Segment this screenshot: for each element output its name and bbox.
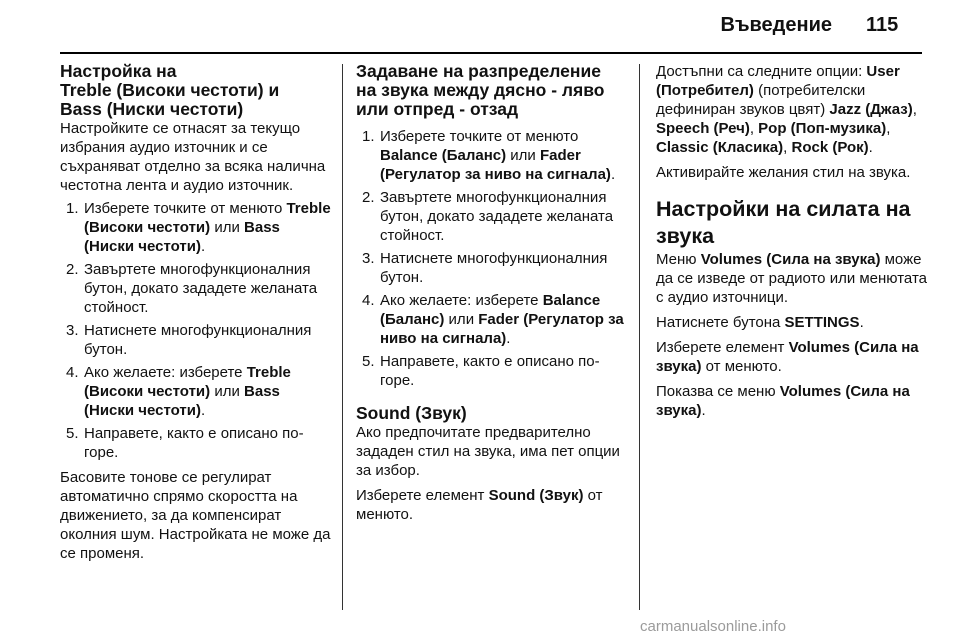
intro-text: Настройките се отнасят за текущо избрания аудио източник и се съхраняват отделно за всяка налична честотна лента и аудио източник.	[60, 120, 326, 194]
sound-description: Ако предпочитате предварително зададен стил на звука, има пет опции за избор.	[356, 424, 620, 479]
list-item: 4. Ако желаете: изберете Treble (Високи честоти) или Bass (Ниски честоти).	[66, 364, 291, 419]
section-heading-treble-bass: Настройка на Treble (Високи честоти) и Bass (Ниски честоти)	[60, 61, 280, 119]
list-item: 2. Завъртете многофункционалния бутон, докато зададете желаната стойност.	[66, 261, 318, 316]
list-item: 1. Изберете точките от менюто Treble (Високи честоти) или Bass (Ниски честоти).	[66, 200, 331, 255]
list-item: 2. Завъртете многофункционалния бутон, докато зададете желаната стойност.	[362, 189, 614, 244]
list-item: 5. Направете, както е описано по-горе.	[362, 353, 600, 389]
steps-list	[60, 199, 332, 462]
volume-menu-text: Меню Volumes (Сила на звука) може да се изведе от радиото или менютата с аудио източници.	[656, 251, 927, 306]
list-item: 1. Изберете точките от менюто Balance (Баланс) или Fader (Регулатор за ниво на сигнала).	[362, 128, 616, 183]
section-heading-sound: Sound (Звук)	[356, 403, 467, 423]
watermark-text: carmanualsonline.info	[640, 618, 786, 635]
volumes-menu-shown-text: Показва се меню Volumes (Сила на звука).	[656, 383, 910, 419]
list-item: 3. Натиснете многофункционалния бутон.	[362, 250, 608, 286]
sound-select-text: Изберете елемент Sound (Звук) от менюто.	[356, 487, 603, 523]
footer-note: Басовите тонове се регулират автоматично спрямо скоростта на движението, за да компенсират околния шум. Настройката не може да се променя.	[60, 469, 331, 562]
column-divider-right	[639, 64, 640, 610]
activate-style-text: Активирайте желания стил на звука.	[656, 164, 911, 181]
column-balance-fader	[356, 62, 624, 524]
column-treble-bass	[60, 62, 332, 563]
press-settings-text: Натиснете бутона SETTINGS.	[656, 314, 864, 331]
list-item: 3. Натиснете многофункционалния бутон.	[66, 322, 312, 358]
section-heading-balance-fader: Задаване на разпределение на звука между дясно - ляво или отпред - отзад	[356, 61, 605, 119]
column-sound-options-volume	[656, 62, 928, 420]
sound-options-text: Достъпни са следните опции: User (Потребител) (потребителски дефиниран звуков цвят) Jazz (Джаз), Speech (Реч), Pop (Поп-музика), Classic (Класика), Rock (Рок).	[656, 63, 917, 156]
header-rule	[60, 52, 922, 54]
select-volumes-text: Изберете елемент Volumes (Сила на звука) от менюто.	[656, 339, 919, 375]
steps-list	[356, 127, 624, 390]
list-item: 4. Ако желаете: изберете Balance (Баланс) или Fader (Регулатор за ниво на сигнала).	[362, 292, 624, 347]
page-header-title: Въведение	[720, 14, 832, 36]
section-heading-volume: Настройки на силата на звука	[656, 197, 911, 248]
page-number: 115	[866, 14, 899, 36]
column-divider-left	[342, 64, 343, 610]
list-item: 5. Направете, както е описано по-горе.	[66, 425, 304, 461]
